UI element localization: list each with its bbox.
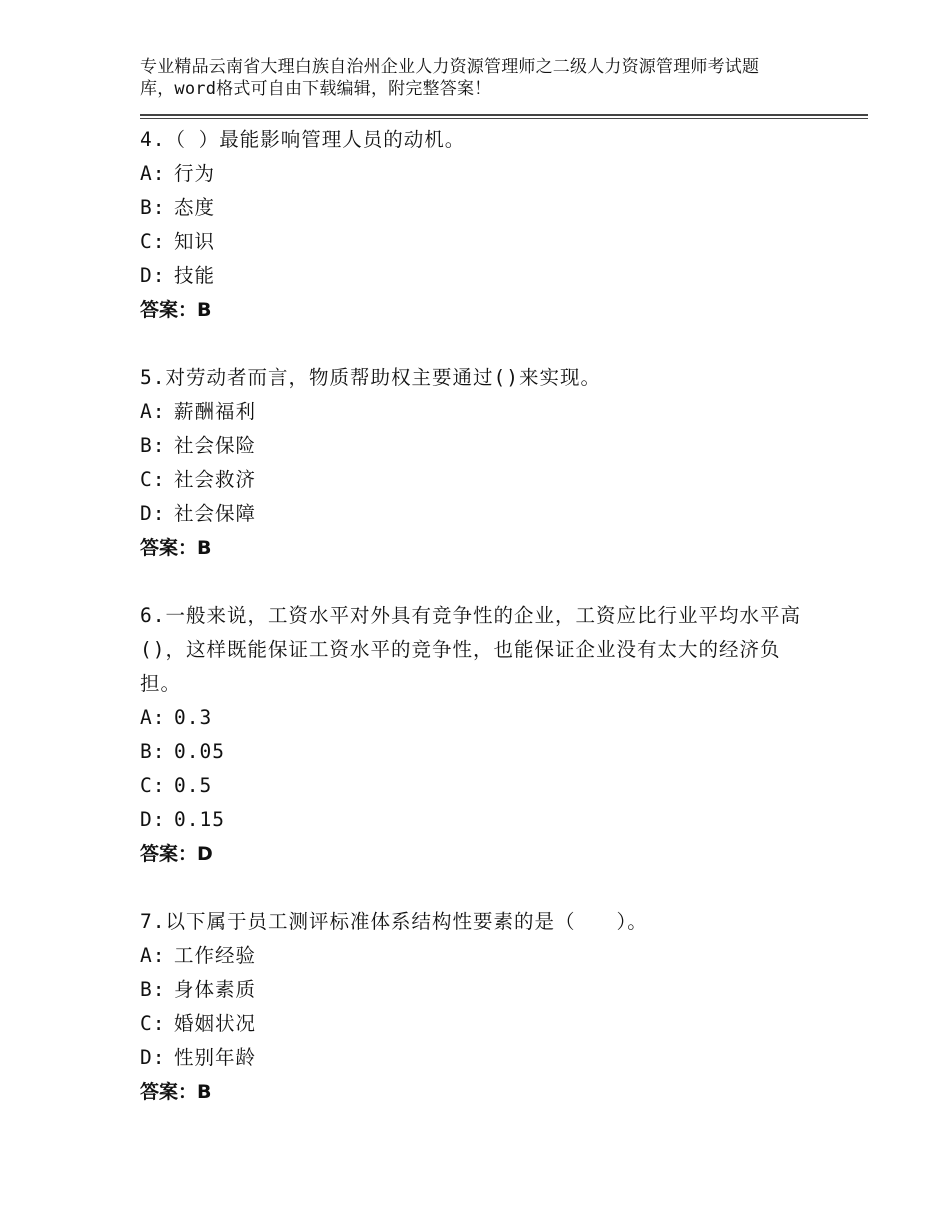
option-key: B:: [140, 740, 166, 763]
option-key: C:: [140, 230, 166, 253]
option-b: [140, 429, 868, 463]
option-text: 技能: [174, 264, 216, 287]
option-key: D:: [140, 1046, 166, 1069]
question-7: [140, 905, 868, 1109]
option-key: C:: [140, 1012, 166, 1035]
option-text: 社会保险: [174, 434, 257, 457]
option-c: [140, 1007, 868, 1041]
question-5: [140, 361, 868, 565]
option-text: 工作经验: [174, 944, 257, 967]
option-text: 社会救济: [174, 468, 257, 491]
option-text: 0.5: [174, 774, 213, 797]
option-text: 0.3: [174, 706, 213, 729]
document-header: [140, 56, 868, 100]
option-text: 薪酬福利: [174, 400, 257, 423]
option-d: [140, 497, 868, 531]
option-a: [140, 395, 868, 429]
option-key: D:: [140, 502, 166, 525]
option-text: 社会保障: [174, 502, 257, 525]
answer-label: 答案：D: [140, 843, 213, 865]
question-stem: 4.（ ）最能影响管理人员的动机。: [140, 128, 466, 151]
option-key: B:: [140, 434, 166, 457]
option-a: [140, 157, 868, 191]
option-key: B:: [140, 196, 166, 219]
option-key: A:: [140, 162, 166, 185]
option-list: [140, 157, 868, 293]
option-c: [140, 463, 868, 497]
option-d: [140, 803, 868, 837]
option-b: [140, 735, 868, 769]
option-text: 0.05: [174, 740, 225, 763]
option-b: [140, 191, 868, 225]
option-b: [140, 973, 868, 1007]
question-4: [140, 123, 868, 327]
option-key: A:: [140, 706, 166, 729]
question-stem: 6.一般来说，工资水平对外具有竞争性的企业，工资应比行业平均水平高()，这样既能保证工资水平的竞争性，也能保证企业没有太大的经济负担。: [140, 604, 801, 695]
question-list: [140, 123, 868, 1109]
option-d: [140, 1041, 868, 1075]
option-key: B:: [140, 978, 166, 1001]
option-key: D:: [140, 264, 166, 287]
header-divider: [140, 114, 868, 119]
option-key: A:: [140, 944, 166, 967]
option-c: [140, 769, 868, 803]
option-key: A:: [140, 400, 166, 423]
option-text: 0.15: [174, 808, 225, 831]
question-stem: 5.对劳动者而言，物质帮助权主要通过()来实现。: [140, 366, 601, 389]
option-text: 性别年龄: [174, 1046, 257, 1069]
option-a: [140, 939, 868, 973]
answer-label: 答案：B: [140, 1081, 212, 1103]
answer-label: 答案：B: [140, 537, 212, 559]
header-title-line-1: 专业精品云南省大理白族自治州企业人力资源管理师之二级人力资源管理师考试题: [140, 57, 760, 77]
option-text: 婚姻状况: [174, 1012, 257, 1035]
header-title-line-2: 库，word格式可自由下载编辑，附完整答案！: [140, 79, 492, 99]
option-d: [140, 259, 868, 293]
option-key: C:: [140, 468, 166, 491]
option-c: [140, 225, 868, 259]
option-text: 行为: [174, 162, 216, 185]
option-key: D:: [140, 808, 166, 831]
option-list: [140, 701, 868, 837]
document-page: [140, 56, 868, 1143]
option-key: C:: [140, 774, 166, 797]
question-6: [140, 599, 868, 871]
option-list: [140, 939, 868, 1075]
option-a: [140, 701, 868, 735]
question-stem: 7.以下属于员工测评标准体系结构性要素的是（ ）。: [140, 910, 648, 933]
option-text: 身体素质: [174, 978, 257, 1001]
option-text: 知识: [174, 230, 216, 253]
answer-label: 答案：B: [140, 299, 212, 321]
option-list: [140, 395, 868, 531]
option-text: 态度: [174, 196, 216, 219]
